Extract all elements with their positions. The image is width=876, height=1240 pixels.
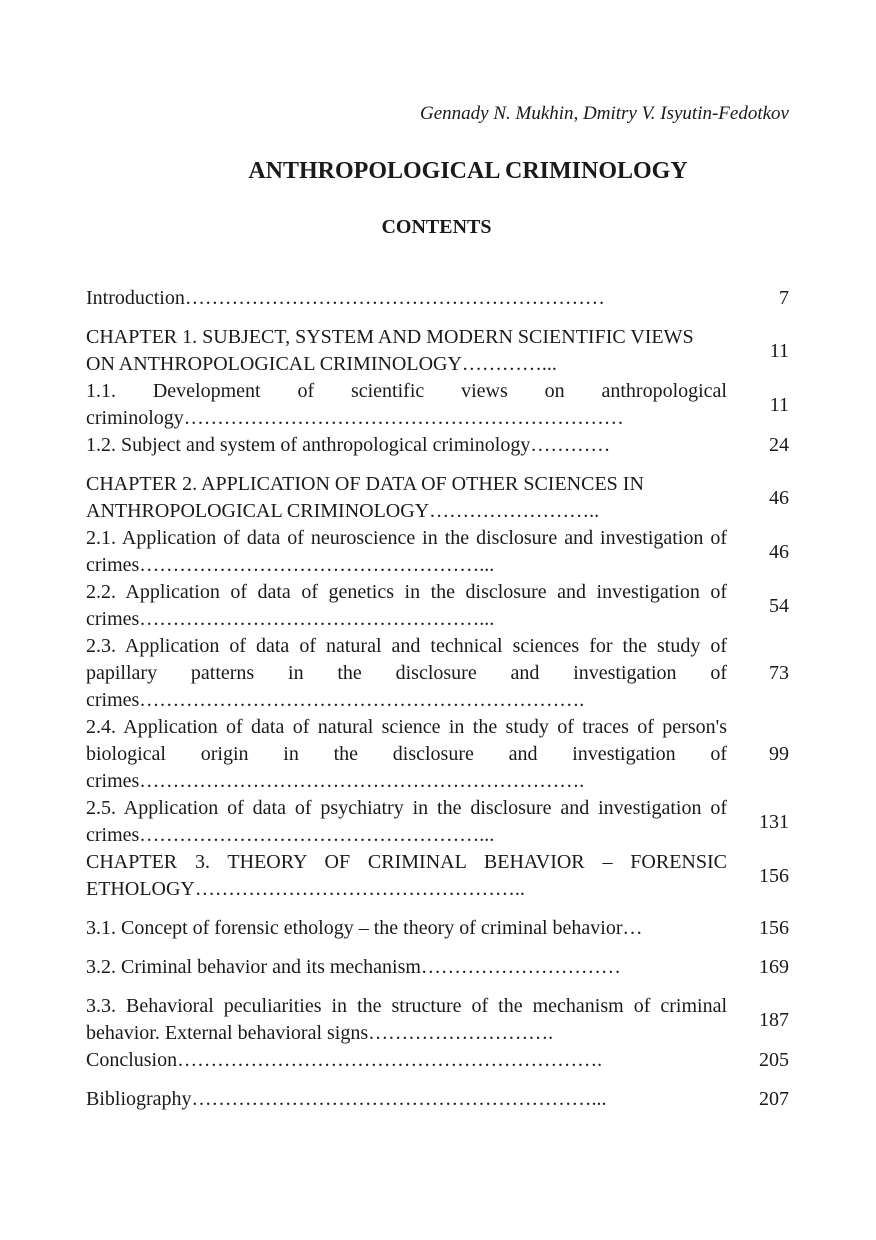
toc-entry-2-3[interactable] bbox=[86, 633, 789, 714]
toc-entry-page: 24 bbox=[769, 434, 789, 456]
toc-entry-title: 2.1. Application of data of neuroscience in the disclosure and investigation of crimes……………………………………………... bbox=[86, 527, 727, 576]
toc-entry-title: 2.2. Application of data of genetics in the disclosure and investigation of crimes……………………………………………... bbox=[86, 581, 727, 630]
contents-heading: CONTENTS bbox=[381, 216, 492, 238]
toc-entry-title: 3.2. Criminal behavior and its mechanism………………………… bbox=[86, 956, 621, 978]
authors-line: Gennady N. Mukhin, Dmitry V. Isyutin-Fedotkov bbox=[419, 103, 789, 124]
toc-entry-page: 156 bbox=[759, 917, 789, 939]
toc-entry-title: CHAPTER 3. THEORY OF CRIMINAL BEHAVIOR – FORENSIC ETHOLOGY………………………………………….. bbox=[86, 851, 727, 900]
toc-entry-page: 187 bbox=[759, 1008, 789, 1031]
toc-entry-title: 3.1. Concept of forensic ethology – the theory of criminal behavior… bbox=[86, 917, 643, 939]
toc-entry-page: 11 bbox=[769, 393, 789, 416]
toc-entry-page: 131 bbox=[759, 810, 789, 833]
toc-entry-2-5[interactable] bbox=[86, 795, 789, 849]
toc-entry-title: Conclusion………………………………………………………. bbox=[86, 1049, 603, 1071]
toc-entry-1-1[interactable] bbox=[86, 378, 789, 432]
toc-entry-title: 2.5. Application of data of psychiatry in the disclosure and investigation of crimes……………………………………………... bbox=[86, 797, 727, 846]
toc-entry-title: Introduction……………………………………………………… bbox=[86, 287, 605, 309]
toc-entry-2-1[interactable] bbox=[86, 525, 789, 579]
toc-entry-title: 1.2. Subject and system of anthropological criminology………… bbox=[86, 434, 611, 456]
toc-entry-page: 54 bbox=[769, 594, 789, 617]
table-of-contents bbox=[86, 285, 789, 1113]
toc-entry-page: 99 bbox=[769, 743, 789, 765]
toc-entry-2-4[interactable] bbox=[86, 714, 789, 795]
toc-entry-page: 11 bbox=[769, 339, 789, 362]
toc-entry-3-2[interactable] bbox=[86, 954, 789, 981]
toc-entry-title: Bibliography……………………………………………………... bbox=[86, 1088, 607, 1110]
toc-entry-page: 207 bbox=[759, 1088, 789, 1110]
toc-entry-chapter-3[interactable] bbox=[86, 849, 789, 903]
toc-entry-page: 169 bbox=[759, 956, 789, 978]
toc-entry-title: 3.3. Behavioral peculiarities in the structure of the mechanism of criminal behavior. External behavioral signs………………………. bbox=[86, 995, 727, 1044]
toc-entry-bibliography[interactable] bbox=[86, 1086, 789, 1113]
toc-entry-chapter-2[interactable] bbox=[86, 471, 789, 525]
toc-entry-title: CHAPTER 1. SUBJECT, SYSTEM AND MODERN SCIENTIFIC VIEWS ON ANTHROPOLOGICAL CRIMINOLOGY…………... bbox=[86, 326, 694, 375]
toc-entry-conclusion[interactable] bbox=[86, 1047, 789, 1074]
toc-entry-3-1[interactable] bbox=[86, 915, 789, 942]
toc-entry-chapter-1[interactable] bbox=[86, 324, 789, 378]
toc-entry-introduction[interactable] bbox=[86, 285, 789, 312]
toc-entry-title: 2.4. Application of data of natural science in the study of traces of person's biological origin in the disclosure and investigation of crimes…………………………………………………………. bbox=[86, 716, 727, 792]
toc-entry-page: 73 bbox=[769, 662, 789, 684]
toc-entry-page: 46 bbox=[769, 540, 789, 563]
toc-entry-title: 1.1. Development of scientific views on anthropological criminology………………………………………………………… bbox=[86, 380, 727, 429]
toc-entry-page: 156 bbox=[759, 864, 789, 887]
toc-entry-1-2[interactable] bbox=[86, 432, 789, 459]
toc-entry-page: 205 bbox=[759, 1049, 789, 1071]
toc-entry-title: 2.3. Application of data of natural and technical sciences for the study of papillary patterns in the disclosure and investigation of crimes…………………………………………………………. bbox=[86, 635, 727, 711]
book-title: ANTHROPOLOGICAL CRIMINOLOGY bbox=[248, 158, 688, 184]
toc-entry-page: 46 bbox=[769, 486, 789, 509]
toc-entry-3-3[interactable] bbox=[86, 993, 789, 1047]
toc-entry-page: 7 bbox=[779, 287, 789, 309]
toc-entry-title: CHAPTER 2. APPLICATION OF DATA OF OTHER SCIENCES IN ANTHROPOLOGICAL CRIMINOLOGY…………………….. bbox=[86, 473, 644, 522]
toc-entry-2-2[interactable] bbox=[86, 579, 789, 633]
